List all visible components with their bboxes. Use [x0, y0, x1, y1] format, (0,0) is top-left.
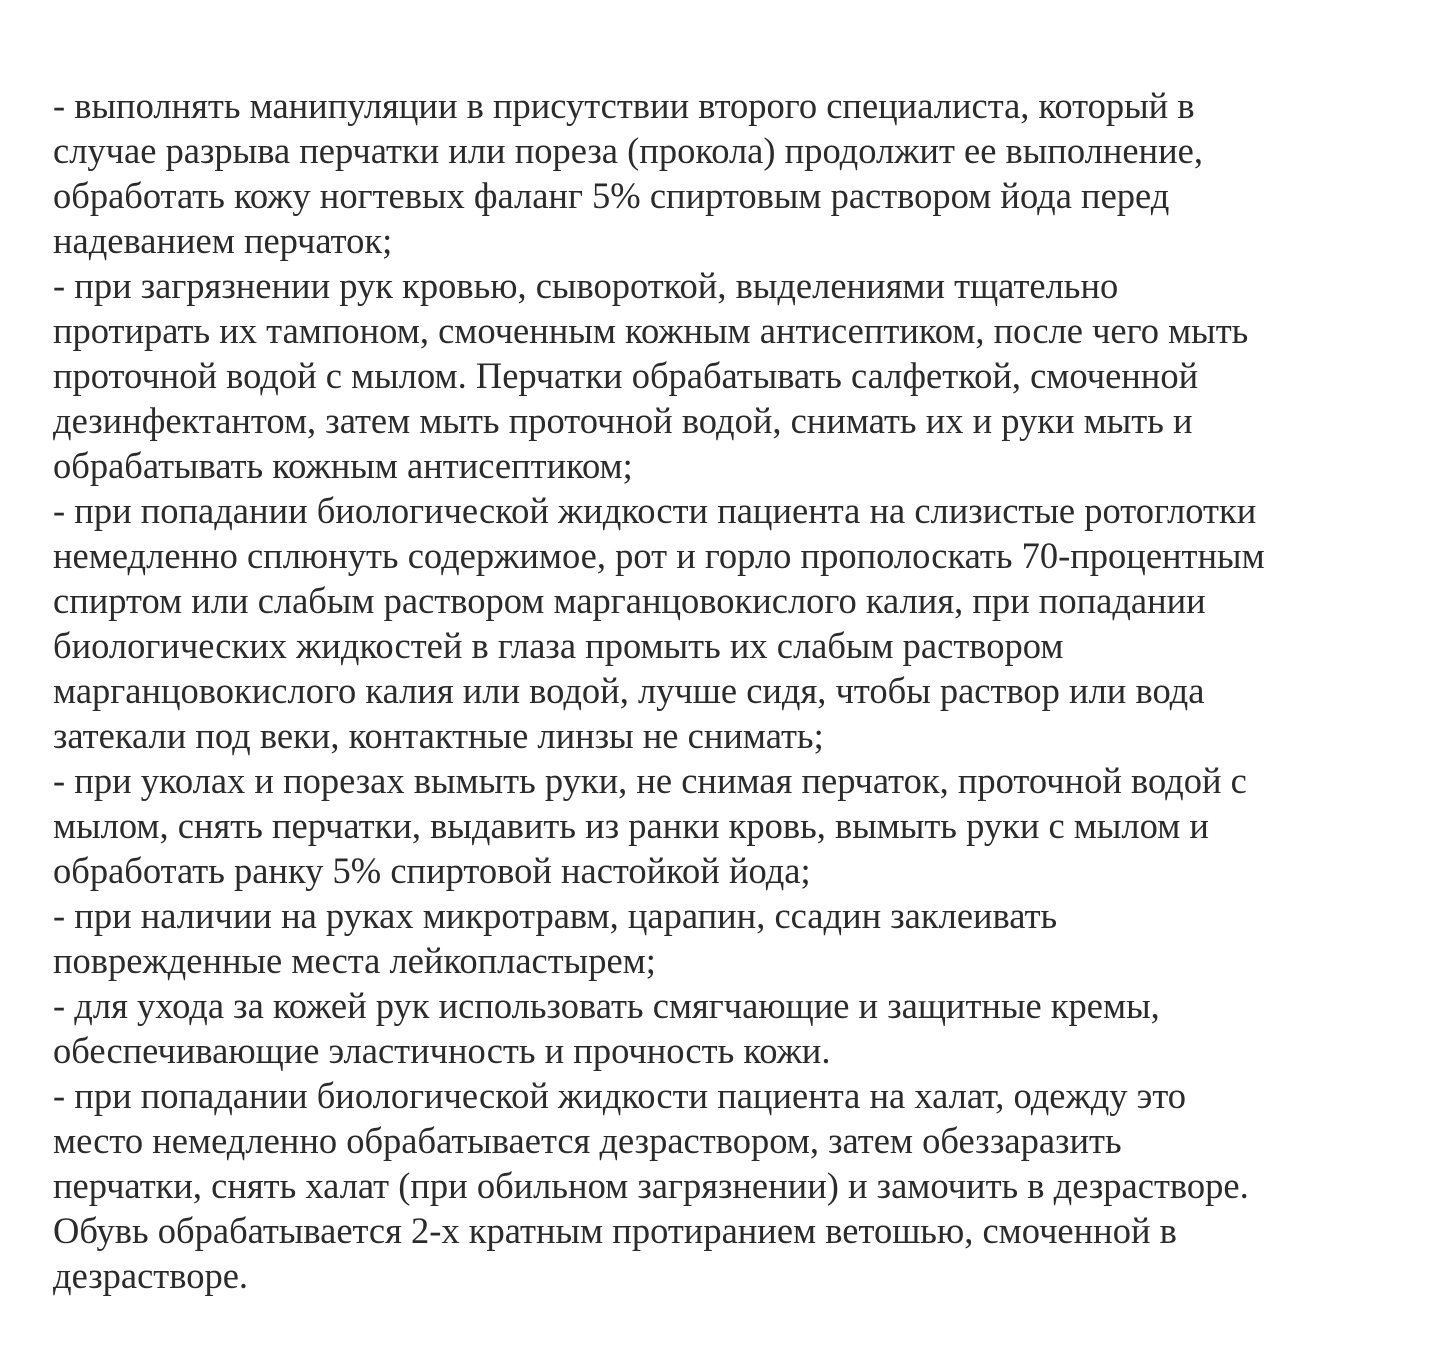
- text-line: случае разрыва перчатки или пореза (прокола) продолжит ее выполнение,: [53, 130, 1203, 171]
- text-line: - при загрязнении рук кровью, сывороткой, выделениями тщательно: [53, 265, 1119, 306]
- text-line: надеванием перчаток;: [53, 220, 393, 261]
- text-line: перчатки, снять халат (при обильном загрязнении) и замочить в дезрастворе.: [53, 1165, 1249, 1206]
- text-line: затекали под веки, контактные линзы не снимать;: [53, 715, 824, 756]
- text-line: обработать ранку 5% спиртовой настойкой йода;: [53, 850, 811, 891]
- text-line: обрабатывать кожным антисептиком;: [53, 445, 633, 486]
- text-line: - при уколах и порезах вымыть руки, не снимая перчаток, проточной водой с: [53, 760, 1247, 801]
- text-line: дезинфектантом, затем мыть проточной водой, снимать их и руки мыть и: [53, 400, 1193, 441]
- text-line: дезрастворе.: [53, 1255, 249, 1296]
- text-line: протирать их тампоном, смоченным кожным антисептиком, после чего мыть: [53, 310, 1249, 351]
- text-line: место немедленно обрабатывается дезраствором, затем обеззаразить: [53, 1120, 1122, 1161]
- text-line: - при попадании биологической жидкости пациента на слизистые ротоглотки: [53, 490, 1257, 531]
- text-line: обеспечивающие эластичность и прочность кожи.: [53, 1030, 831, 1071]
- text-line: мылом, снять перчатки, выдавить из ранки кровь, вымыть руки с мылом и: [53, 805, 1209, 846]
- text-line: марганцовокислого калия или водой, лучше сидя, чтобы раствор или вода: [53, 670, 1205, 711]
- text-line: немедленно сплюнуть содержимое, рот и горло прополоскать 70-процентным: [53, 535, 1265, 576]
- text-line: - выполнять манипуляции в присутствии второго специалиста, который в: [53, 85, 1195, 126]
- document-body: [53, 83, 1393, 1298]
- text-line: обработать кожу ногтевых фаланг 5% спиртовым раствором йода перед: [53, 175, 1170, 216]
- text-line: - для ухода за кожей рук использовать смягчающие и защитные кремы,: [53, 985, 1160, 1026]
- text-line: проточной водой с мылом. Перчатки обрабатывать салфеткой, смоченной: [53, 355, 1199, 396]
- text-line: Обувь обрабатывается 2-х кратным протиранием ветошью, смоченной в: [53, 1210, 1177, 1251]
- text-line: - при наличии на руках микротравм, царапин, ссадин заклеивать: [53, 895, 1058, 936]
- text-line: биологических жидкостей в глаза промыть их слабым раствором: [53, 625, 1064, 666]
- text-line: спиртом или слабым раствором марганцовокислого калия, при попадании: [53, 580, 1206, 621]
- text-line: поврежденные места лейкопластырем;: [53, 940, 656, 981]
- text-line: - при попадании биологической жидкости пациента на халат, одежду это: [53, 1075, 1187, 1116]
